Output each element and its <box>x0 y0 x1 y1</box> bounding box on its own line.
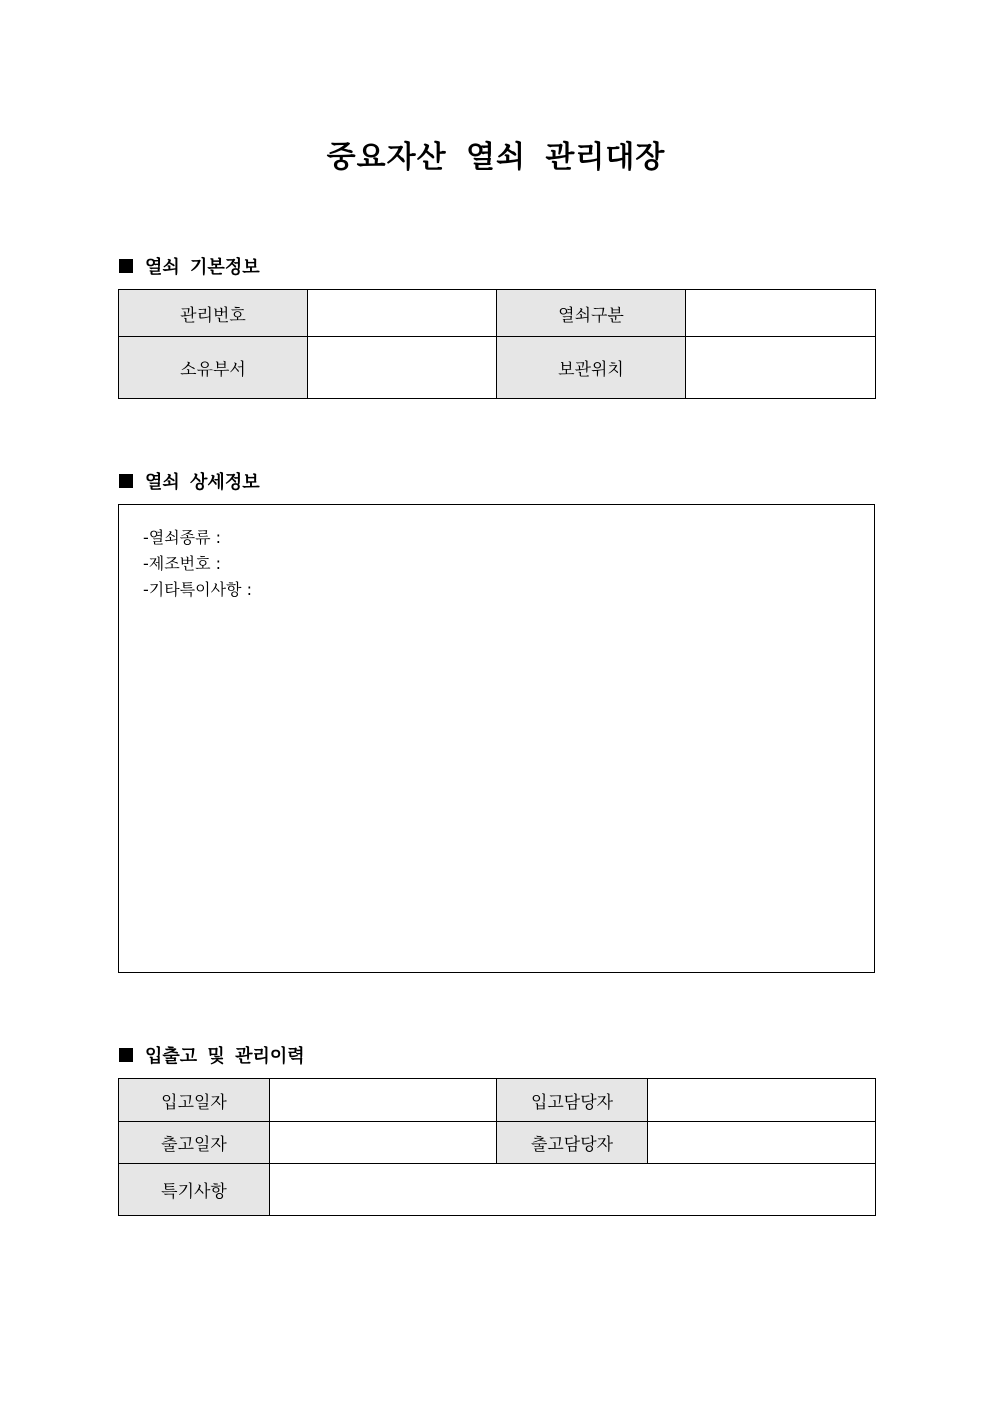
storage-location-field[interactable] <box>686 337 876 399</box>
section-heading-label: 열쇠 기본정보 <box>145 257 260 278</box>
detail-info-box[interactable] <box>118 504 875 973</box>
section-heading-label: 열쇠 상세정보 <box>145 472 260 493</box>
storage-location-label: 보관위치 <box>497 337 686 399</box>
table-row <box>119 1164 876 1216</box>
out-date-field[interactable] <box>270 1122 497 1164</box>
square-bullet-icon <box>119 259 133 273</box>
owner-department-field[interactable] <box>308 337 497 399</box>
key-type-label: 열쇠구분 <box>497 290 686 337</box>
square-bullet-icon <box>119 1048 133 1062</box>
in-manager-label: 입고담당자 <box>497 1079 648 1122</box>
out-manager-field[interactable] <box>648 1122 876 1164</box>
remarks-label: 특기사항 <box>119 1164 270 1216</box>
section-heading-label: 입출고 및 관리이력 <box>145 1046 305 1067</box>
in-date-field[interactable] <box>270 1079 497 1122</box>
out-manager-label: 출고담당자 <box>497 1122 648 1164</box>
section-heading-basic-info <box>119 253 260 279</box>
management-number-field[interactable] <box>308 290 497 337</box>
management-number-label: 관리번호 <box>119 290 308 337</box>
remarks-field[interactable] <box>270 1164 876 1216</box>
detail-lines <box>143 525 252 603</box>
basic-info-table <box>118 289 876 399</box>
document-title: 중요자산 열쇠 관리대장 <box>326 140 666 175</box>
table-row <box>119 1122 876 1164</box>
detail-line-other-notes: -기타특이사항 : <box>143 580 252 599</box>
section-heading-detail-info <box>119 468 260 494</box>
in-date-label: 입고일자 <box>119 1079 270 1122</box>
detail-line-serial-number: -제조번호 : <box>143 554 222 573</box>
key-type-field[interactable] <box>686 290 876 337</box>
table-row <box>119 337 876 399</box>
detail-line-key-kind: -열쇠종류 : <box>143 528 222 547</box>
table-row <box>119 290 876 337</box>
owner-department-label: 소유부서 <box>119 337 308 399</box>
square-bullet-icon <box>119 474 133 488</box>
in-manager-field[interactable] <box>648 1079 876 1122</box>
out-date-label: 출고일자 <box>119 1122 270 1164</box>
history-table <box>118 1078 876 1216</box>
table-row <box>119 1079 876 1122</box>
section-heading-history <box>119 1042 305 1068</box>
